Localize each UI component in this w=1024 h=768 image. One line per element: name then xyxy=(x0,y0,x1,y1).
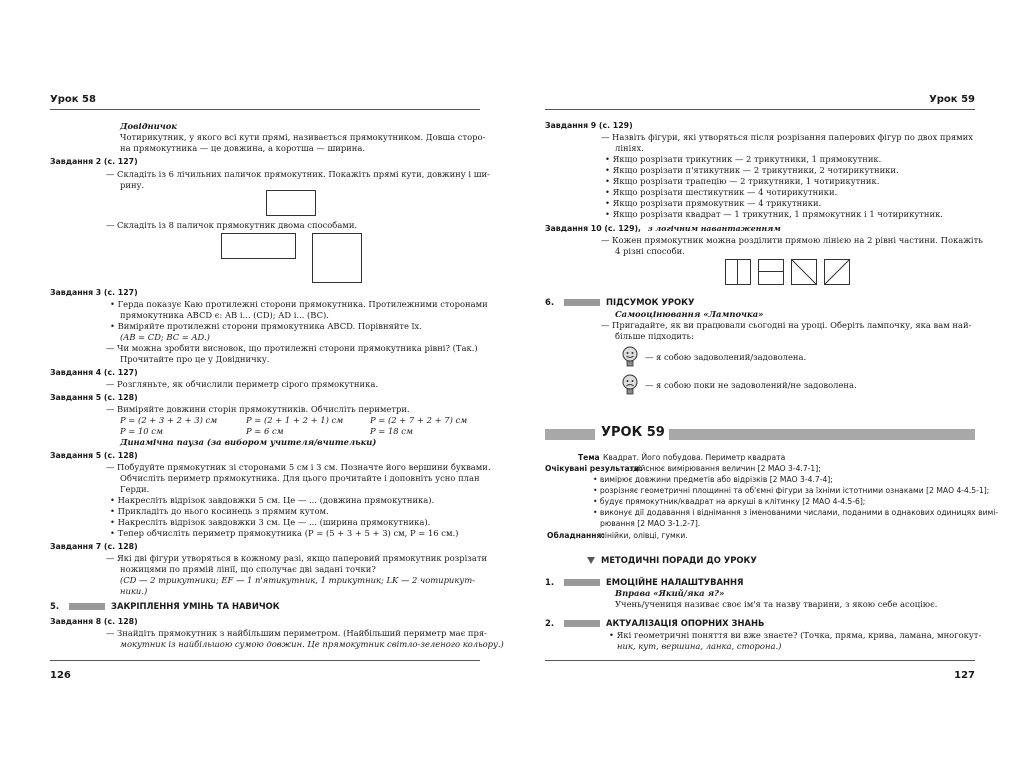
section-number: 5. xyxy=(50,601,60,611)
lesson-bar-right xyxy=(660,429,975,440)
text-line: • Прикладіть до нього косинець з прямим кутом. xyxy=(110,506,329,516)
section-bar xyxy=(564,620,600,627)
method-heading xyxy=(587,555,757,566)
left-page xyxy=(50,94,504,690)
page-number: 126 xyxy=(50,670,71,681)
text-line: Чотирикутник, у якого всі кути прямі, називається прямокутником. Довша сторо- xyxy=(120,132,486,142)
text-line: • Якщо розрізати трикутник — 2 трикутники, 1 прямокутник. xyxy=(605,154,882,164)
pause-note: Динамічна пауза (за вибором учителя/вчительки) xyxy=(120,437,377,447)
divided-square-figure xyxy=(758,259,784,285)
section-heading xyxy=(545,577,744,588)
section-bar xyxy=(564,299,600,306)
section-title: ЕМОЦІЙНЕ НАЛАШТУВАННЯ xyxy=(606,577,744,587)
task-heading: Завдання 3 (с. 127) xyxy=(50,288,138,297)
triangle-marker-icon xyxy=(587,557,595,564)
rectangle-figure xyxy=(221,233,296,259)
text-line: прямокутника ABCD є: AB і... (CD); AD і... (BC). xyxy=(120,310,329,320)
text-line: на прямокутника — це довжина, а коротша — ширина. xyxy=(120,143,366,153)
text-line: — Складіть із 6 лічильних паличок прямокутник. Покажіть прямі кути, довжину і ши- xyxy=(106,169,490,179)
diagonal-line xyxy=(792,260,816,284)
text-line: лініях. xyxy=(615,143,644,153)
goal-line: • будує прямокутник/квадрат на аркуші в клітинку [2 МАО 4-4.5-6]; xyxy=(593,497,866,506)
divider-line xyxy=(737,260,738,284)
perimeter-formula: P = (2 + 1 + 2 + 1) см xyxy=(246,415,344,425)
text-line: Прочитайте про це у Довідничку. xyxy=(120,354,270,364)
text-line: більше підходить: xyxy=(615,331,694,341)
lightbulb-sad-icon xyxy=(621,374,639,396)
perimeter-formula: P = (2 + 7 + 2 + 7) см xyxy=(370,415,468,425)
goal-line: • вимірює довжини предметів або відрізків [2 МАО 3-4.7-4]; xyxy=(593,475,833,484)
text-line: мокутник із найбільшою сумою довжин. Це прямокутник світло-зеленого кольору.) xyxy=(120,639,504,649)
equipment-label: Обладнання: xyxy=(547,531,605,540)
page-number: 127 xyxy=(954,670,975,681)
perimeter-result: P = 18 см xyxy=(370,426,413,436)
text-line: • Тепер обчисліть периметр прямокутника (P = (5 + 3 + 5 + 3) см, P = 16 см.) xyxy=(110,528,459,538)
text-line: • Накресліть відрізок завдовжки 5 см. Це — ... (довжина прямокутника). xyxy=(110,495,435,505)
text-line: — Назвіть фігури, які утворяться після розрізання паперових фігур по двох прямих xyxy=(601,132,973,142)
divided-square-figure xyxy=(725,259,751,285)
text-line: • Якщо розрізати п'ятикутник — 2 трикутники, 2 чотирикутники. xyxy=(605,165,899,175)
topic-text: Квадрат. Його побудова. Периметр квадрата xyxy=(603,453,786,462)
rectangle-figure xyxy=(266,190,316,216)
text-line: — Чи можна зробити висновок, що протилежні сторони прямокутника рівні? (Так.) xyxy=(106,343,478,353)
text-line: (CD — 2 трикутники; EF — 1 п'ятикутник, 1 трикутник; LK — 2 чотирикут- xyxy=(120,575,475,585)
text-line: (AB = CD; BC = AD.) xyxy=(120,332,210,342)
section-number: 2. xyxy=(545,618,555,628)
perimeter-formula: P = (2 + 3 + 2 + 3) см xyxy=(120,415,218,425)
text-line: — Пригадайте, як ви працювали сьогодні на уроці. Оберіть лампочку, яка вам най- xyxy=(601,320,972,330)
task-heading: Завдання 8 (с. 128) xyxy=(50,617,138,626)
text-line: — Складіть із 8 паличок прямокутник двома способами. xyxy=(106,220,358,230)
footer-rule xyxy=(545,660,975,661)
task-heading: Завдання 4 (с. 127) xyxy=(50,368,138,377)
goal-line: • виконує дії додавання і віднімання з іменованими числами, поданими в однакових одиницях вимі- xyxy=(593,508,999,517)
text-line: • Накресліть відрізок завдовжки 3 см. Це — ... (ширина прямокутника). xyxy=(110,517,431,527)
divided-square-figure xyxy=(824,259,850,285)
goal-line: • розрізняє геометричні площинні та об'ємні фігури за їхніми істотними ознаками [2 МАО 4-4.5-1]; xyxy=(593,486,990,495)
activity-title: Самооцінювання «Лампочка» xyxy=(615,309,764,319)
section-number: 6. xyxy=(545,297,555,307)
equipment-text: лінійки, олівці, гумки. xyxy=(600,531,688,540)
goal-line: рювання [2 МАО 3-1.2-7]. xyxy=(600,519,701,528)
text-line: Учень/учениця називає своє ім'я та назву тварини, з якою себе асоціює. xyxy=(615,599,938,609)
activity-title: Вправа «Який/яка я?» xyxy=(615,588,725,598)
text-line: — я собою задоволений/задоволена. xyxy=(645,352,807,362)
lesson-bar-left xyxy=(545,429,595,440)
text-line: Обчисліть периметр прямокутника. Для цього прочитайте і доповніть усно план xyxy=(120,473,480,483)
text-line: ники.) xyxy=(120,586,148,596)
divider-line xyxy=(759,271,783,272)
task-heading xyxy=(545,223,781,234)
right-page xyxy=(545,94,999,690)
section-number: 1. xyxy=(545,577,555,587)
header-rule xyxy=(50,109,480,110)
goal-line: здійснює вимірювання величин [2 МАО 3-4.7-1]; xyxy=(629,464,821,473)
text-line: Герди. xyxy=(120,484,150,494)
header-rule xyxy=(545,109,975,110)
section-title: ПІДСУМОК УРОКУ xyxy=(606,297,695,307)
text-line: • Якщо розрізати трапецію — 2 трикутники, 1 чотирикутник. xyxy=(605,176,880,186)
lightbulb-happy-icon xyxy=(621,346,639,368)
text-line: • Якщо розрізати прямокутник — 4 трикутники. xyxy=(605,198,822,208)
text-line: — Які дві фігури утворяться в кожному разі, якщо паперовий прямокутник розрізати xyxy=(106,553,488,563)
text-line: — я собою поки не задоволений/не задоволена. xyxy=(645,380,857,390)
section-heading xyxy=(50,601,280,612)
section-title: АКТУАЛІЗАЦІЯ ОПОРНИХ ЗНАНЬ xyxy=(606,618,765,628)
reference-title: Довідничок xyxy=(120,121,177,131)
section-bar xyxy=(564,579,600,586)
page-header: Урок 59 xyxy=(929,94,975,105)
section-heading xyxy=(545,297,694,308)
text-line: ник, кут, вершина, ланка, сторона.) xyxy=(617,641,782,651)
square-figure xyxy=(312,233,362,283)
task-heading: Завдання 2 (с. 127) xyxy=(50,157,138,166)
task-heading: Завдання 5 (с. 128) xyxy=(50,451,138,460)
perimeter-result: P = 10 см xyxy=(120,426,163,436)
text-line: 4 різні способи. xyxy=(615,246,685,256)
text-line: • Якщо розрізати квадрат — 1 трикутник, 1 прямокутник і 1 чотирикутник. xyxy=(605,209,943,219)
diagonal-line xyxy=(825,260,849,284)
task-heading: Завдання 7 (с. 128) xyxy=(50,542,138,551)
section-title: ЗАКРІПЛЕННЯ УМІНЬ ТА НАВИЧОК xyxy=(111,601,280,611)
method-title: МЕТОДИЧНІ ПОРАДИ ДО УРОКУ xyxy=(601,555,757,565)
task-heading: Завдання 5 (с. 128) xyxy=(50,393,138,402)
text-line: • Виміряйте протилежні сторони прямокутника ABCD. Порівняйте їх. xyxy=(110,321,422,331)
perimeter-result: P = 6 см xyxy=(246,426,284,436)
lesson-title: УРОК 59 xyxy=(597,425,669,440)
section-bar xyxy=(69,603,105,610)
text-line: — Розгляньте, як обчислили периметр сірого прямокутника. xyxy=(106,379,378,389)
task-heading: Завдання 9 (с. 129) xyxy=(545,121,633,130)
text-line: — Побудуйте прямокутник зі сторонами 5 см і 3 см. Позначте його вершини буквами. xyxy=(106,462,491,472)
text-line: — Знайдіть прямокутник з найбільшим периметром. (Найбільший периметр має пря- xyxy=(106,628,487,638)
page-header: Урок 58 xyxy=(50,94,96,105)
divided-square-figure xyxy=(791,259,817,285)
topic-label: Тема xyxy=(578,453,600,462)
task-label: Завдання 10 (с. 129), xyxy=(545,224,642,233)
footer-rule xyxy=(50,660,480,661)
text-line: — Кожен прямокутник можна розділити прямою лінією на 2 рівні частини. Покажіть xyxy=(601,235,983,245)
text-line: • Які геометричні поняття ви вже знаєте? (Точка, пряма, крива, ламана, многокут- xyxy=(609,630,982,640)
text-line: • Герда показує Каю протилежні сторони прямокутника. Протилежними сторонами xyxy=(110,299,488,309)
task-subtitle: з логічним навантаженням xyxy=(647,224,781,233)
text-line: — Виміряйте довжини сторін прямокутників. Обчисліть периметри. xyxy=(106,404,410,414)
text-line: • Якщо розрізати шестикутник — 4 чотирикутники. xyxy=(605,187,838,197)
text-line: рину. xyxy=(120,180,145,190)
text-line: ножицями по прямій лінії, що сполучає дві задані точки? xyxy=(120,564,376,574)
section-heading xyxy=(545,618,764,629)
goals-label: Очікувані результати: xyxy=(545,464,643,473)
